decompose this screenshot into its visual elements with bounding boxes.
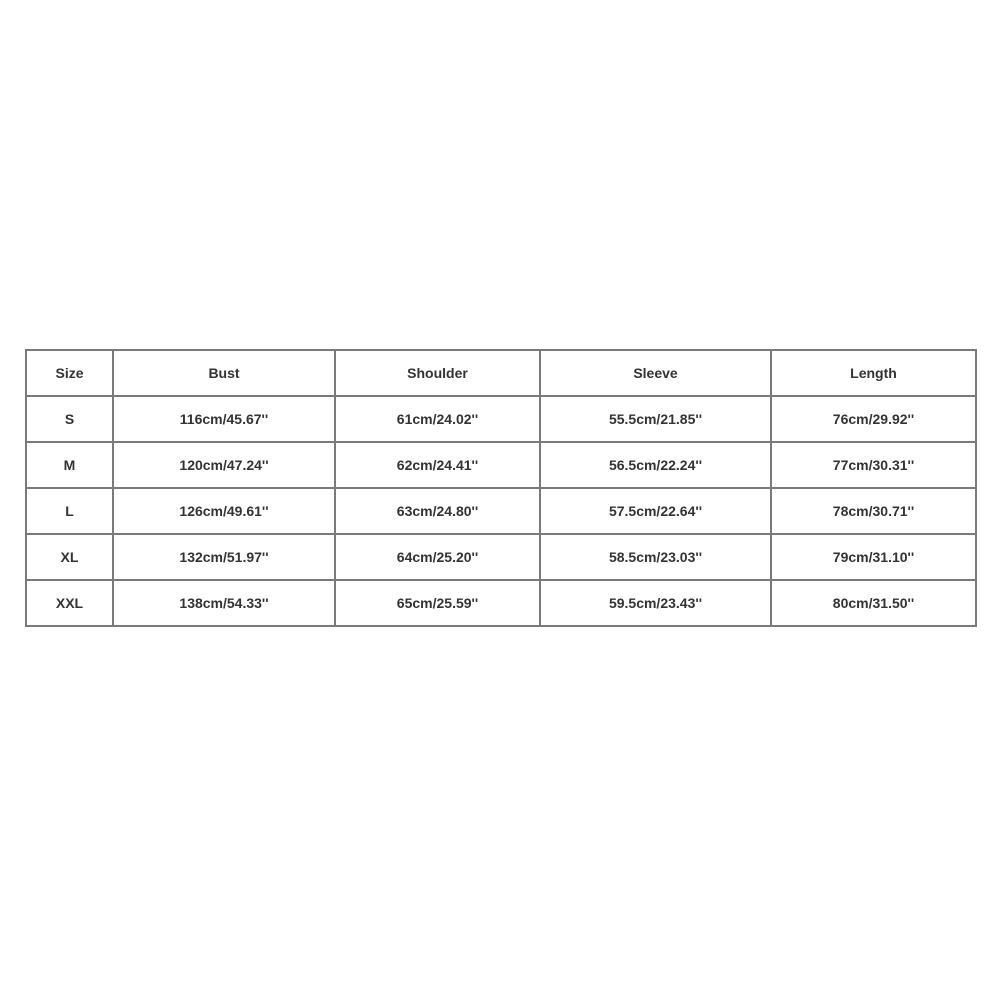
cell-length: 77cm/30.31'' (771, 442, 976, 488)
table-row (26, 534, 976, 580)
cell-shoulder: 62cm/24.41'' (335, 442, 540, 488)
cell-size: S (26, 396, 113, 442)
header-bust: Bust (113, 350, 335, 396)
header-length: Length (771, 350, 976, 396)
cell-bust: 116cm/45.67'' (113, 396, 335, 442)
cell-bust: 132cm/51.97'' (113, 534, 335, 580)
cell-shoulder: 64cm/25.20'' (335, 534, 540, 580)
header-sleeve: Sleeve (540, 350, 771, 396)
cell-size: M (26, 442, 113, 488)
cell-length: 79cm/31.10'' (771, 534, 976, 580)
cell-sleeve: 59.5cm/23.43'' (540, 580, 771, 626)
cell-sleeve: 57.5cm/22.64'' (540, 488, 771, 534)
table-row (26, 396, 976, 442)
cell-shoulder: 61cm/24.02'' (335, 396, 540, 442)
cell-length: 78cm/30.71'' (771, 488, 976, 534)
cell-sleeve: 58.5cm/23.03'' (540, 534, 771, 580)
cell-length: 76cm/29.92'' (771, 396, 976, 442)
table-header-row (26, 350, 976, 396)
cell-length: 80cm/31.50'' (771, 580, 976, 626)
cell-bust: 120cm/47.24'' (113, 442, 335, 488)
cell-shoulder: 63cm/24.80'' (335, 488, 540, 534)
header-shoulder: Shoulder (335, 350, 540, 396)
cell-bust: 126cm/49.61'' (113, 488, 335, 534)
size-chart-table (25, 349, 977, 627)
cell-size: XL (26, 534, 113, 580)
table-row (26, 442, 976, 488)
cell-size: L (26, 488, 113, 534)
table-row (26, 580, 976, 626)
cell-shoulder: 65cm/25.59'' (335, 580, 540, 626)
cell-sleeve: 56.5cm/22.24'' (540, 442, 771, 488)
cell-sleeve: 55.5cm/21.85'' (540, 396, 771, 442)
cell-size: XXL (26, 580, 113, 626)
cell-bust: 138cm/54.33'' (113, 580, 335, 626)
table-row (26, 488, 976, 534)
header-size: Size (26, 350, 113, 396)
